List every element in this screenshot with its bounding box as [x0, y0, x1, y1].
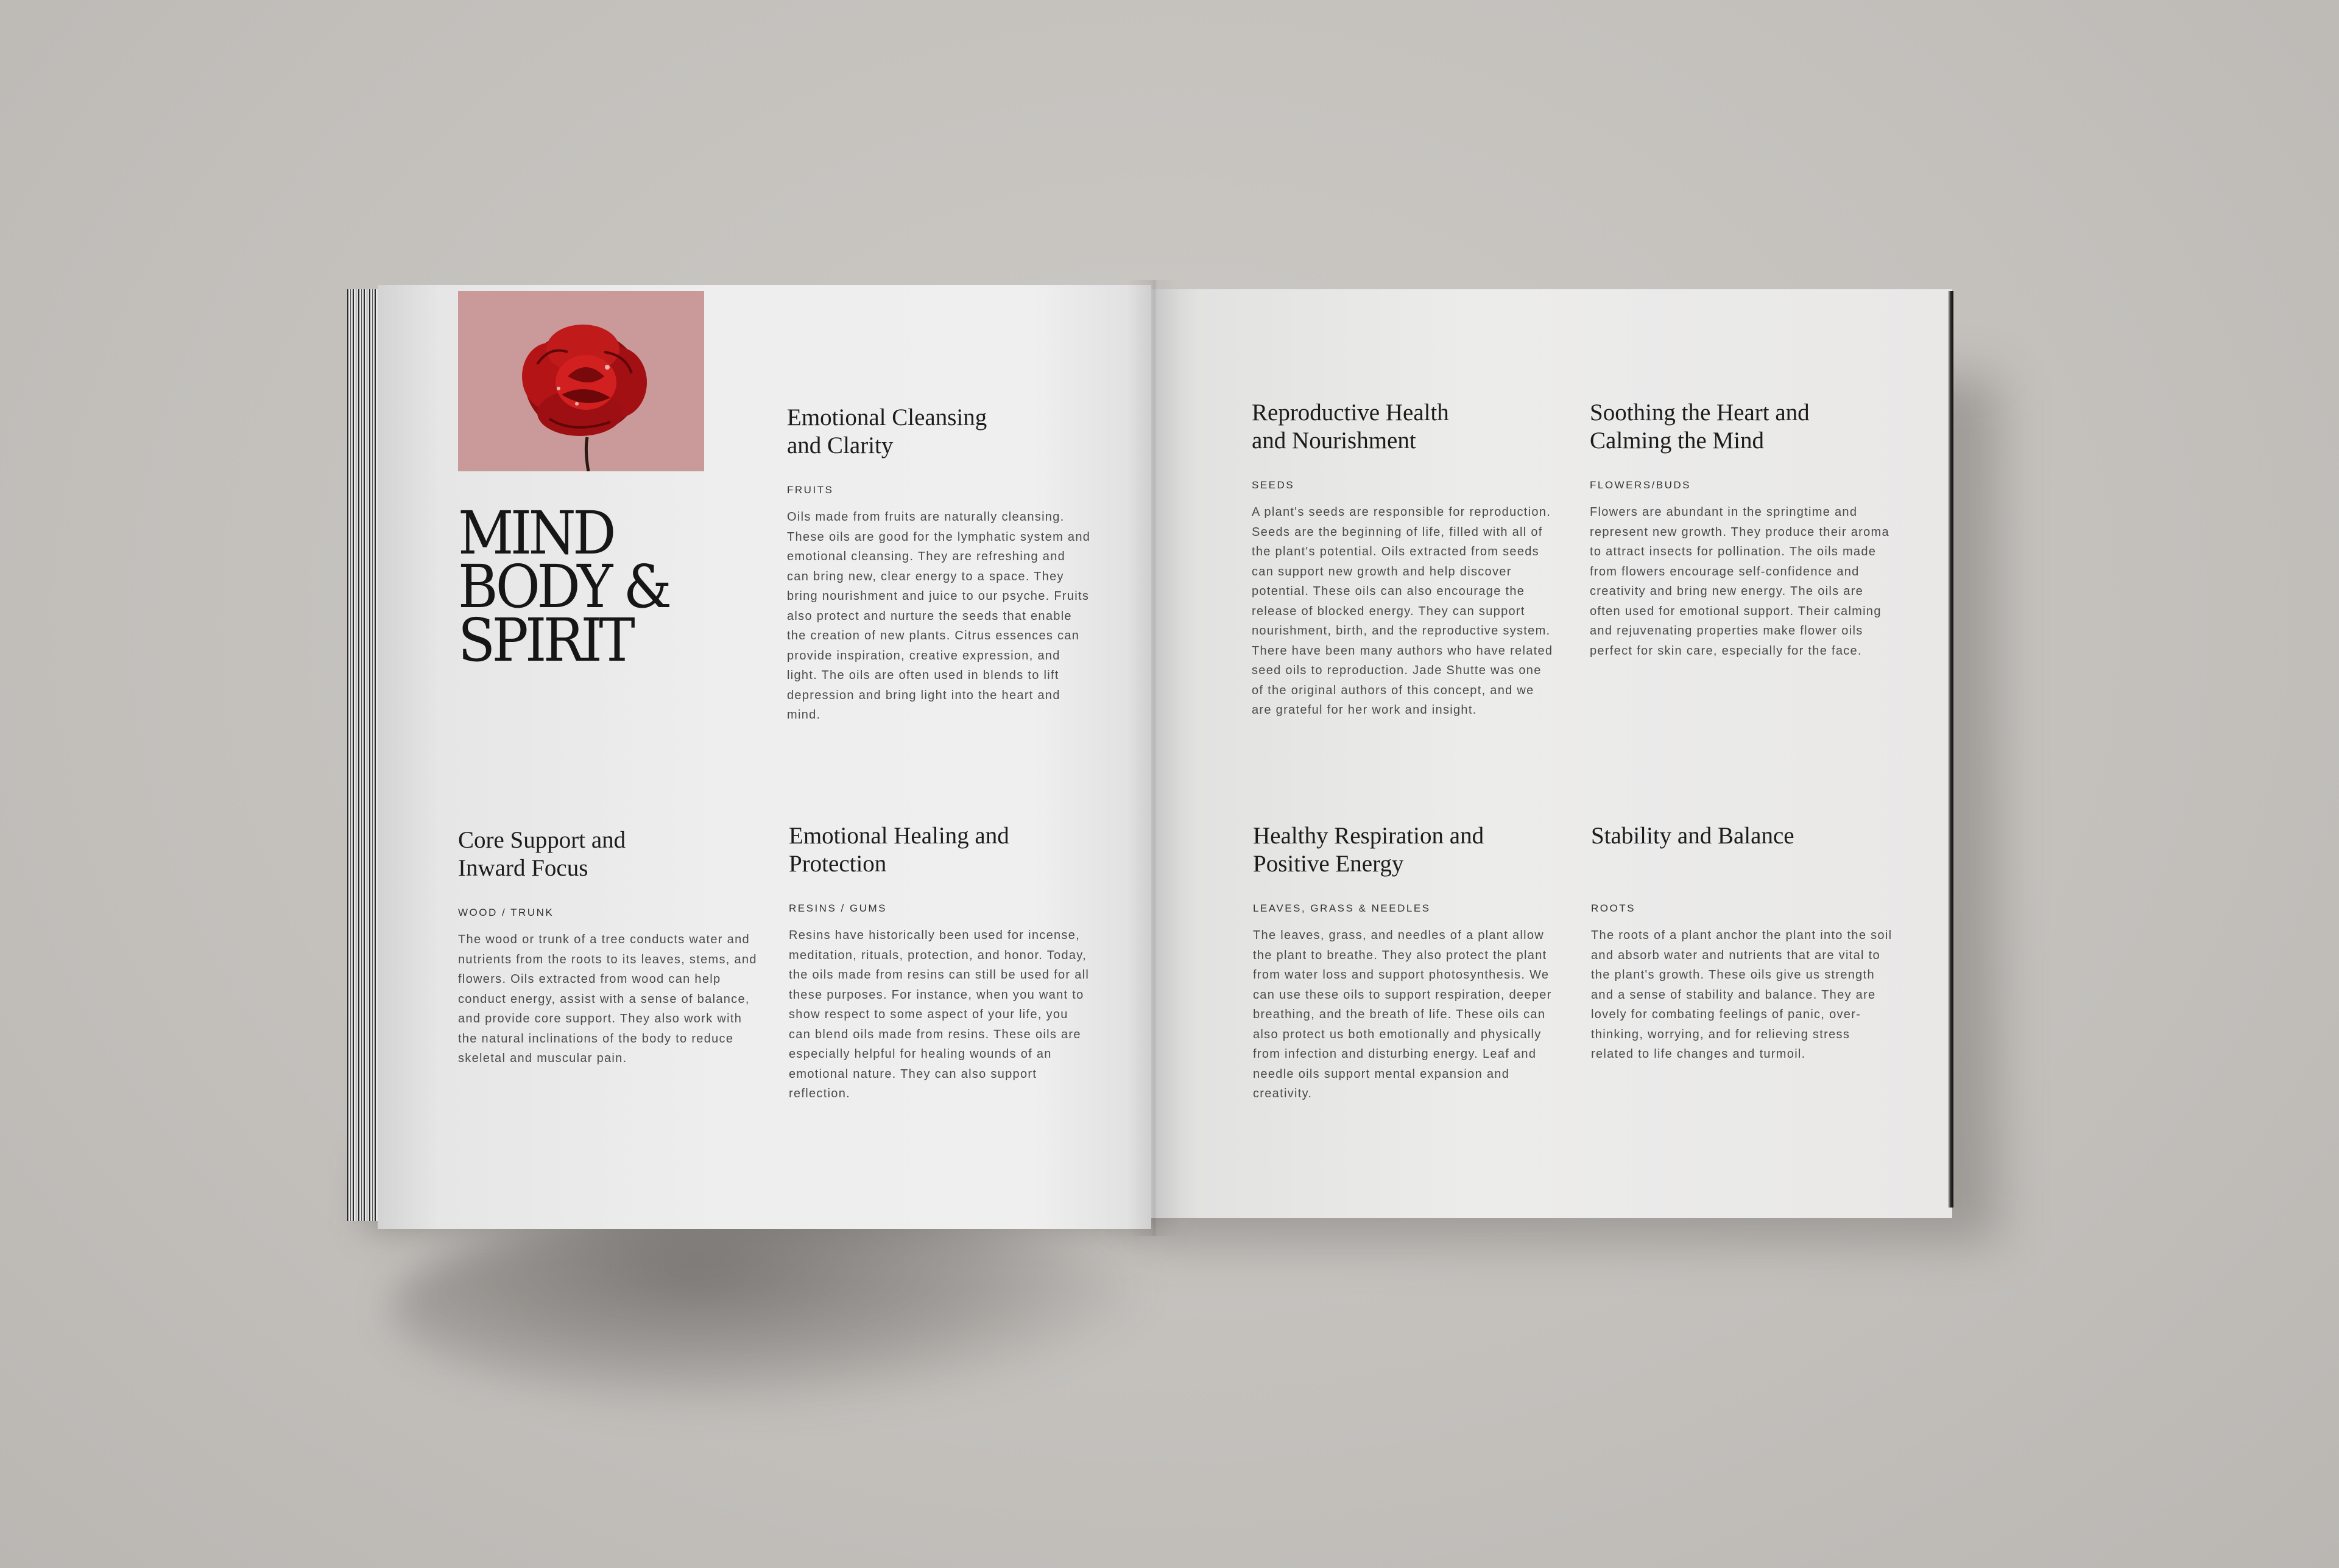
- rose-photo: [458, 291, 704, 471]
- title-line-1: MIND: [458, 499, 613, 568]
- section-label: WOOD / TRUNK: [458, 907, 554, 918]
- section-core-support: [458, 826, 760, 1069]
- section-heading: Reproductive Health and Nourishment: [1252, 399, 1449, 454]
- section-heading: Stability and Balance: [1591, 823, 1794, 849]
- section-body: Resins have historically been used for incense, meditation, rituals, protection, and honor. Today, the oils made from resins can still be used for all these purposes. For instance, when you want to show respect to some aspect of your life, you can blend oils made from resins. These oils are especially helpful for healing wounds of an emotional nature. They can also support reflection.: [789, 929, 1090, 1100]
- section-body: Oils made from fruits are naturally cleansing. These oils are good for the lymphatic system and emotional cleansing. They are refreshing and can bring new, clear energy to a space. They bring nourishment and juice to our psyche. Fruits also protect and nurture the seeds that enable the creation of new plants. Citrus essences can provide inspiration, creative expression, and light. The oils are often used in blends to lift depression and bring light into the heart and mind.: [787, 510, 1091, 722]
- section-label: LEAVES, GRASS & NEEDLES: [1253, 902, 1431, 914]
- section-stability-balance: [1591, 822, 1893, 1064]
- section-body: The leaves, grass, and needles of a plant allow the plant to breathe. They also protect the plant from water loss and support photosynthesis. We can use these oils to support respiration, deeper breathing, and the breath of life. These oils can also protect us both emotionally and physically from infection and disturbing energy. Leaf and needle oils support mental expansion and creativity.: [1253, 929, 1552, 1100]
- section-emotional-healing: [789, 822, 1090, 1104]
- rose-icon: [458, 291, 704, 471]
- section-label: FLOWERS/BUDS: [1590, 479, 1692, 491]
- section-label: SEEDS: [1252, 479, 1295, 491]
- book-shadow-fold: [390, 1206, 1157, 1413]
- back-cover-edge: [1948, 291, 1953, 1208]
- section-heading: Soothing the Heart and Calming the Mind: [1590, 399, 1810, 454]
- section-reproductive-health: [1252, 399, 1553, 720]
- section-healthy-respiration: [1253, 822, 1554, 1104]
- book-title: [458, 499, 716, 675]
- book-gutter: [1127, 280, 1182, 1236]
- title-line-3: SPIRIT: [458, 606, 632, 675]
- section-emotional-cleansing: [787, 404, 1092, 725]
- title-line-2: BODY &: [458, 552, 669, 621]
- section-heading: Core Support and Inward Focus: [458, 827, 626, 881]
- section-heading: Emotional Healing and Protection: [789, 823, 1009, 877]
- section-body: Flowers are abundant in the springtime and represent new growth. They produce their aroma to attract insects for pollination. The oils made from flowers encourage self-confidence and creativity and bring new energy. The oils are often used for emotional support. Their calming and rejuvenating properties make flower oils perfect for skin care, especially for the face.: [1590, 505, 1889, 658]
- section-label: FRUITS: [787, 484, 834, 496]
- section-soothing-heart: [1590, 399, 1891, 661]
- section-body: The wood or trunk of a tree conducts water and nutrients from the roots to its leaves, stems, and flowers. Oils extracted from wood can help conduct energy, assist with a sense of balance, and provide core support. They also work with the natural inclinations of the body to reduce skeletal and muscular pain.: [458, 933, 757, 1065]
- section-heading: Emotional Cleansing and Clarity: [787, 404, 987, 459]
- section-body: The roots of a plant anchor the plant into the soil and absorb water and nutrients that are vital to the plant's growth. These oils give us strength and a sense of stability and balance. They are lovely for combating feelings of panic, over-thinking, worrying, and for relieving stress related to life changes and turmoil.: [1591, 929, 1893, 1061]
- section-label: RESINS / GUMS: [789, 902, 887, 914]
- section-heading: Healthy Respiration and Positive Energy: [1253, 823, 1484, 877]
- section-label: ROOTS: [1591, 902, 1635, 914]
- section-body: A plant's seeds are responsible for reproduction. Seeds are the beginning of life, filled with all of the plant's potential. Oils extracted from seeds can support new growth and help discover potential. These oils can also encourage the release of blocked energy. They can support nourishment, birth, and the reproductive system. There have been many authors who have related seed oils to reproduction. Jade Shutte was one of the original authors of this concept, and we are grateful for her work and insight.: [1252, 505, 1553, 717]
- page-edges: [347, 289, 379, 1221]
